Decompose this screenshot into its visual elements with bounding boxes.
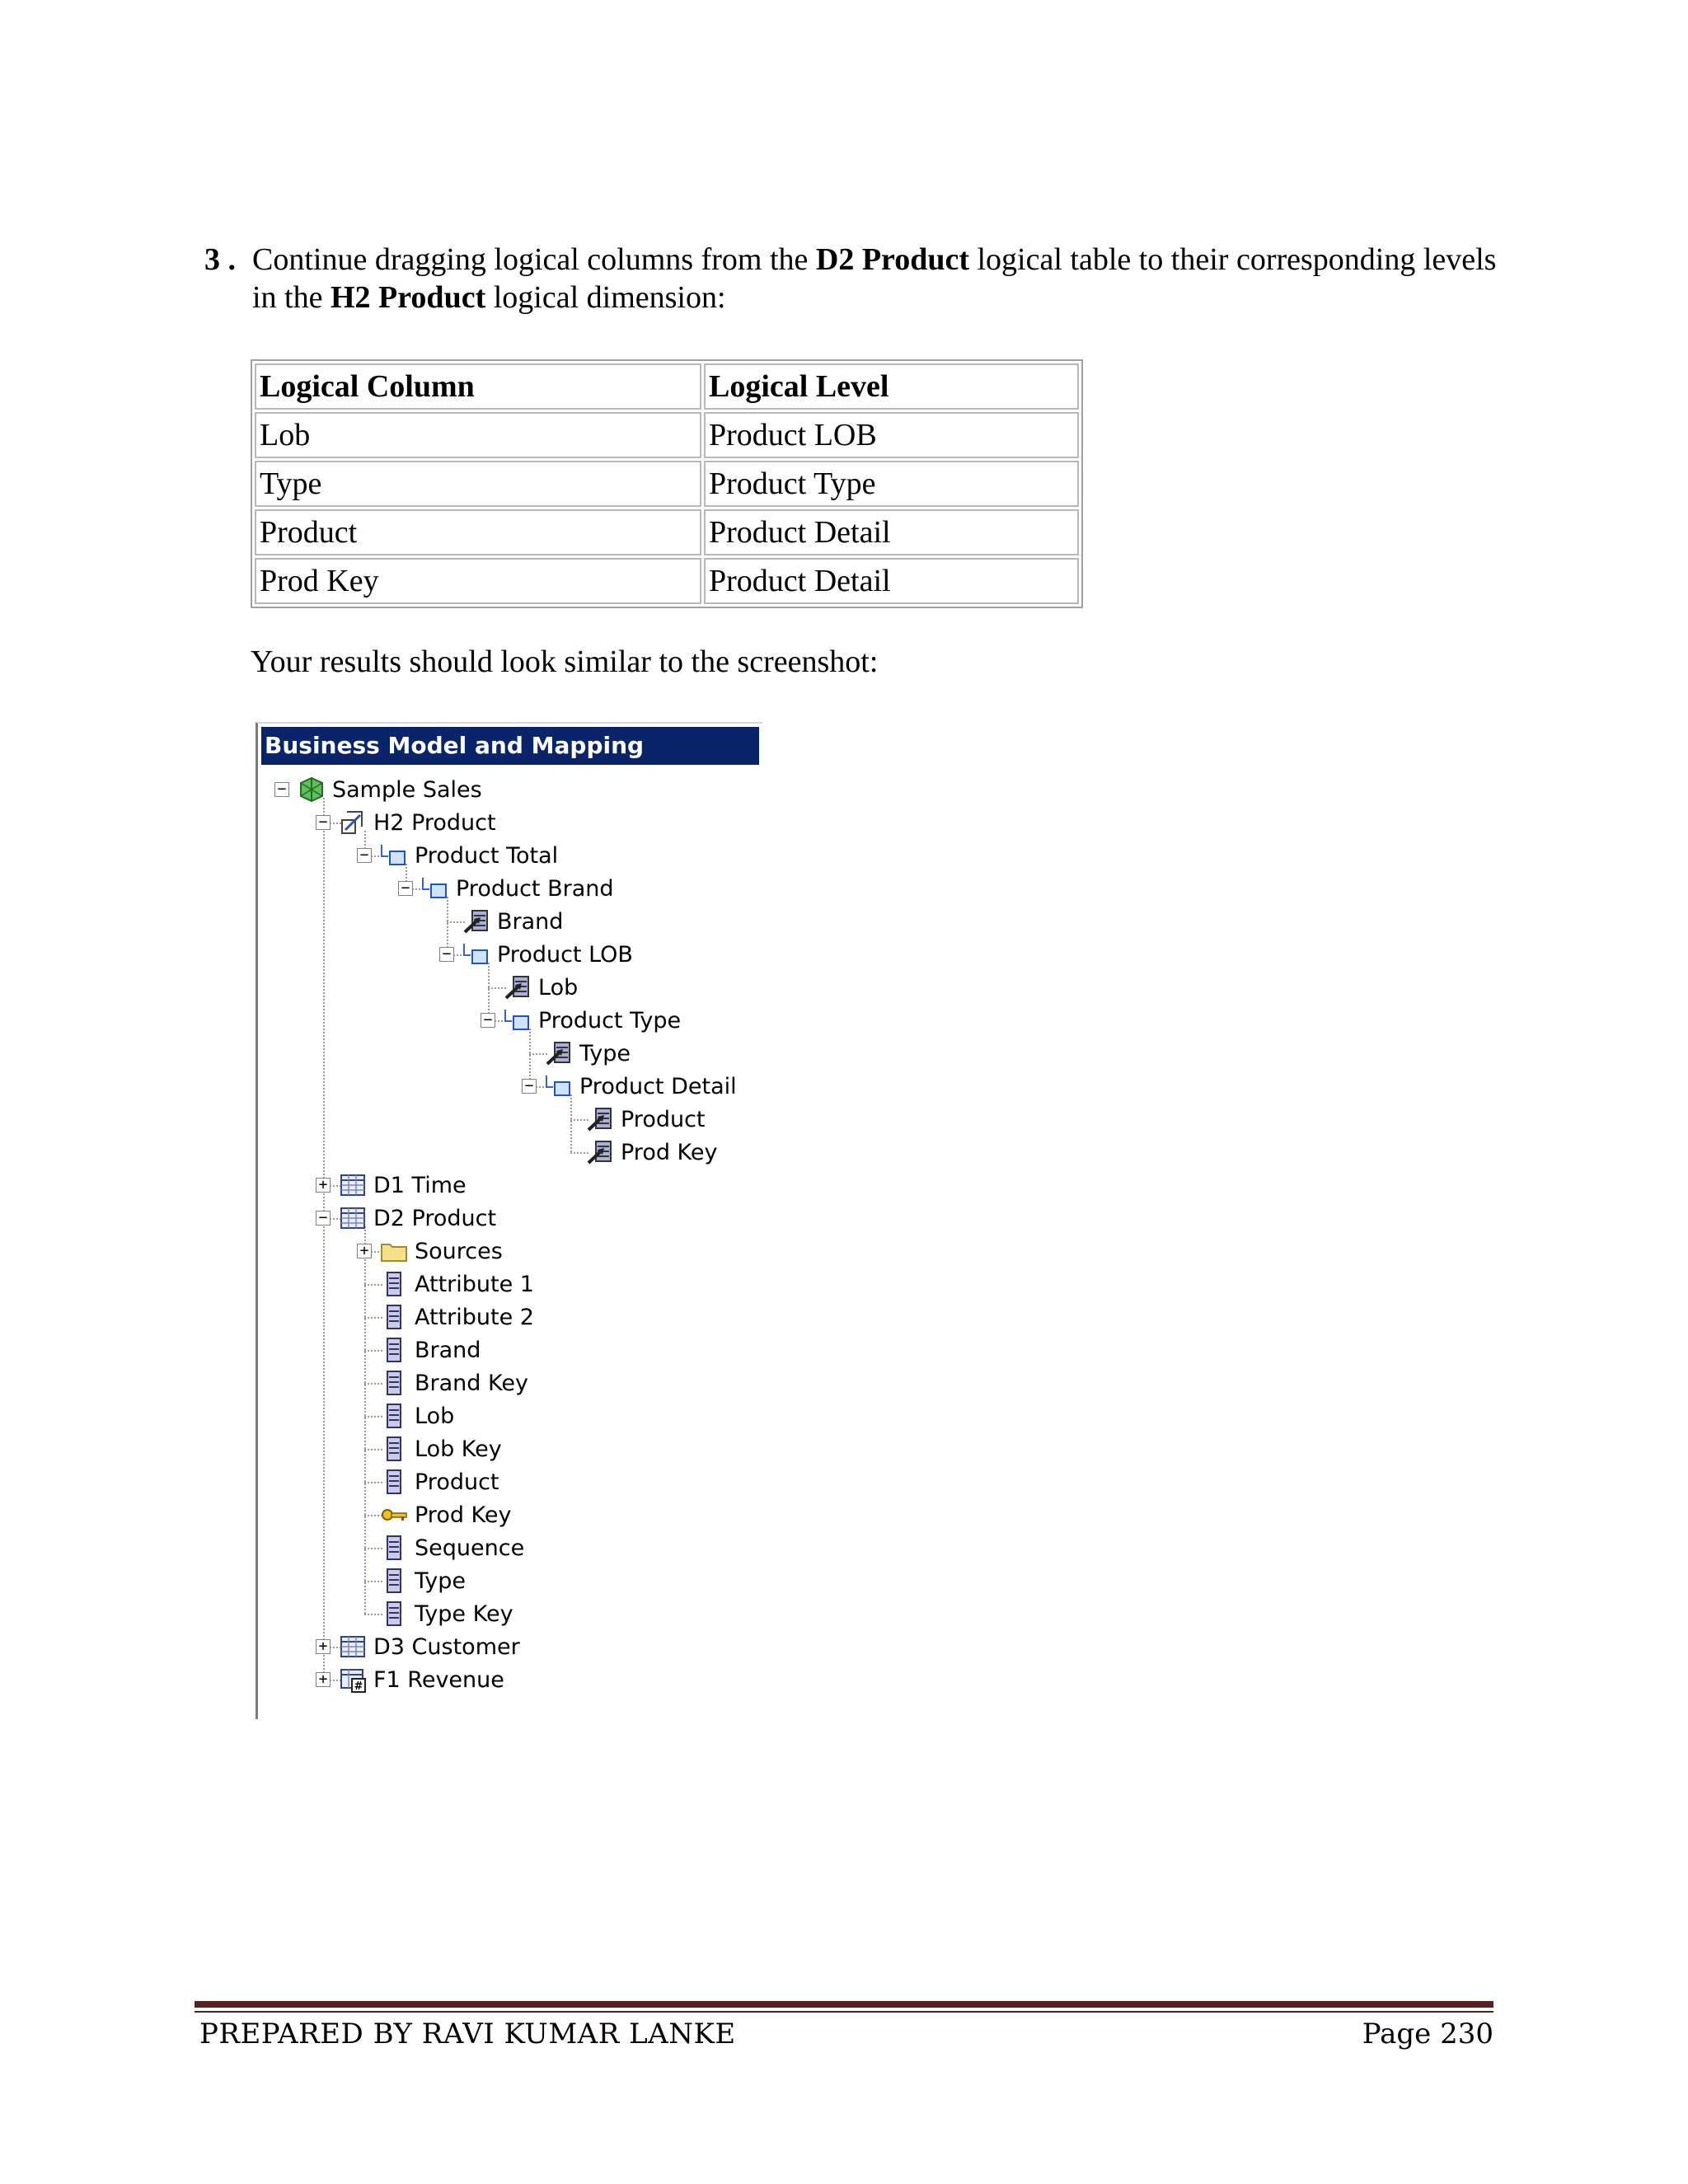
tree-node[interactable]: [380, 1268, 534, 1301]
tree-node[interactable]: [380, 1235, 503, 1268]
tree-node-label: Sources: [415, 1238, 503, 1264]
tree-node[interactable]: [504, 971, 578, 1004]
step-number: 3 .: [204, 242, 236, 277]
tree-guide-line: [570, 1094, 572, 1152]
cell-column: Product: [255, 509, 701, 555]
column-icon: [380, 1369, 408, 1397]
tree-node-label: Product Detail: [579, 1073, 737, 1099]
tree-node-label: Sequence: [415, 1535, 525, 1561]
table-row: [255, 558, 1079, 604]
tree-node[interactable]: [380, 1531, 524, 1564]
column-icon: [380, 1435, 408, 1463]
tree-node-label: Product: [621, 1106, 706, 1132]
column-icon: [380, 1468, 408, 1496]
tree-node[interactable]: [545, 1070, 737, 1103]
step-text-1: Continue dragging logical columns from the: [252, 242, 816, 277]
tree-node-label: Prod Key: [621, 1139, 718, 1165]
column-icon: [380, 1567, 408, 1595]
collapse-toggle[interactable]: −: [439, 947, 454, 962]
level-column-icon: [586, 1105, 614, 1133]
cell-column: Prod Key: [255, 558, 701, 604]
tree-node[interactable]: [380, 839, 558, 872]
tree-node[interactable]: [504, 1004, 681, 1037]
tree-node-label: Product: [415, 1469, 499, 1495]
tree-node-label: H2 Product: [373, 809, 496, 836]
column-icon: [380, 1402, 408, 1430]
tree-guide-line: [323, 798, 325, 1680]
tree-node[interactable]: [298, 773, 482, 806]
bmm-tree: [258, 724, 762, 1719]
tree-node[interactable]: [380, 1597, 513, 1630]
tree-node-label: Product Brand: [456, 875, 614, 902]
tree-node[interactable]: [462, 905, 563, 938]
level-icon: [545, 1072, 573, 1100]
tree-node-label: Brand Key: [415, 1370, 528, 1396]
tree-node-label: Brand: [415, 1337, 481, 1363]
expand-toggle[interactable]: +: [357, 1244, 372, 1258]
step-paragraph: [204, 241, 1507, 316]
level-icon: [421, 874, 449, 902]
tree-node[interactable]: [339, 1663, 504, 1696]
tree-node[interactable]: [421, 872, 614, 905]
bmm-screenshot: [256, 722, 762, 1719]
header-logical-column: Logical Column: [255, 363, 701, 410]
step-text-2: logical table to their corresponding levels in the: [252, 242, 1497, 315]
level-icon: [380, 841, 408, 869]
step-text: [252, 241, 1507, 316]
level-column-icon: [504, 973, 532, 1001]
tree-node-label: D2 Product: [373, 1205, 497, 1231]
tree-node[interactable]: [380, 1366, 528, 1399]
table-row: [255, 412, 1079, 458]
header-logical-level: Logical Level: [704, 363, 1079, 410]
tree-node-label: Lob Key: [415, 1436, 502, 1462]
logical-table-icon: [339, 1633, 367, 1661]
collapse-toggle[interactable]: −: [357, 848, 372, 863]
footer-rule-thin: [195, 2011, 1493, 2013]
cell-level: Product Detail: [704, 558, 1079, 604]
step-bold-2: H2 Product: [330, 280, 486, 315]
tree-node-label: Prod Key: [415, 1502, 512, 1528]
logical-table-icon: [339, 1204, 367, 1232]
tree-node[interactable]: [380, 1399, 454, 1432]
cell-column: Type: [255, 461, 701, 507]
level-column-icon: [462, 907, 490, 935]
collapse-toggle[interactable]: −: [522, 1079, 537, 1094]
table-row: [255, 461, 1079, 507]
cell-column: Lob: [255, 412, 701, 458]
tree-node-label: Product LOB: [497, 941, 633, 968]
tree-node-label: Type Key: [415, 1601, 513, 1627]
tree-node-label: Lob: [415, 1403, 455, 1429]
footer-rule: [195, 2001, 1493, 2008]
logical-table-icon: [339, 1171, 367, 1199]
tree-node[interactable]: [380, 1465, 499, 1498]
step-bold-1: D2 Product: [815, 242, 969, 277]
collapse-toggle[interactable]: −: [398, 881, 413, 896]
fact-table-icon: [339, 1666, 367, 1694]
business-model-icon: [298, 776, 326, 804]
tree-node-label: Lob: [538, 974, 579, 1001]
tree-node[interactable]: [380, 1301, 534, 1333]
cell-level: Product Type: [704, 461, 1079, 507]
level-icon: [504, 1006, 532, 1034]
table-row: [255, 509, 1079, 555]
tree-node-label: F1 Revenue: [373, 1666, 504, 1693]
tree-node[interactable]: [586, 1136, 718, 1169]
expand-toggle[interactable]: +: [316, 1672, 331, 1687]
folder-icon: [380, 1237, 408, 1265]
tree-node[interactable]: [339, 806, 496, 839]
tree-node[interactable]: [545, 1037, 631, 1070]
collapse-toggle[interactable]: −: [481, 1013, 495, 1028]
tree-node-label: Attribute 1: [415, 1271, 534, 1297]
tree-node-label: Brand: [497, 908, 564, 935]
mapping-table: [251, 359, 1083, 608]
cell-level: Product Detail: [704, 509, 1079, 555]
footer-page-number: Page 230: [1362, 2018, 1493, 2050]
collapse-toggle[interactable]: −: [274, 782, 289, 797]
dimension-icon: [339, 808, 367, 837]
panel-title: Business Model and Mapping: [261, 727, 759, 765]
tree-node-label: Product Total: [415, 842, 559, 869]
level-icon: [462, 940, 490, 968]
level-column-icon: [545, 1039, 573, 1067]
svg-text:#: #: [354, 1680, 363, 1693]
tree-node-label: D1 Time: [373, 1172, 467, 1198]
tree-node[interactable]: [380, 1333, 481, 1366]
column-icon: [380, 1303, 408, 1331]
column-icon: [380, 1336, 408, 1364]
tree-node-label: Sample Sales: [332, 776, 482, 803]
tree-node-label: Product Type: [538, 1007, 682, 1033]
tree-node[interactable]: [462, 938, 633, 971]
tree-node[interactable]: [339, 1630, 520, 1663]
tree-node-label: Attribute 2: [415, 1304, 534, 1330]
tree-node[interactable]: [339, 1169, 467, 1202]
tree-node[interactable]: [586, 1103, 706, 1136]
tree-node[interactable]: [380, 1564, 466, 1597]
expand-toggle[interactable]: +: [316, 1178, 331, 1193]
results-text: Your results should look similar to the screenshot:: [251, 644, 879, 679]
cell-level: Product LOB: [704, 412, 1079, 458]
collapse-toggle[interactable]: −: [316, 1211, 331, 1226]
tree-node-label: Type: [579, 1040, 631, 1066]
key-icon: [380, 1501, 408, 1529]
collapse-toggle[interactable]: −: [316, 815, 331, 830]
table-header-row: [255, 363, 1079, 410]
tree-node-label: Type: [415, 1568, 467, 1594]
expand-toggle[interactable]: +: [316, 1639, 331, 1654]
column-icon: [380, 1600, 408, 1628]
tree-node-label: D3 Customer: [373, 1633, 520, 1660]
tree-node[interactable]: [380, 1498, 512, 1531]
tree-node[interactable]: [339, 1202, 496, 1235]
column-icon: [380, 1534, 408, 1562]
level-column-icon: [586, 1138, 614, 1166]
tree-node[interactable]: [380, 1432, 502, 1465]
footer-author: PREPARED BY RAVI KUMAR LANKE: [199, 2018, 736, 2050]
column-icon: [380, 1270, 408, 1298]
step-text-3: logical dimension:: [485, 280, 726, 315]
